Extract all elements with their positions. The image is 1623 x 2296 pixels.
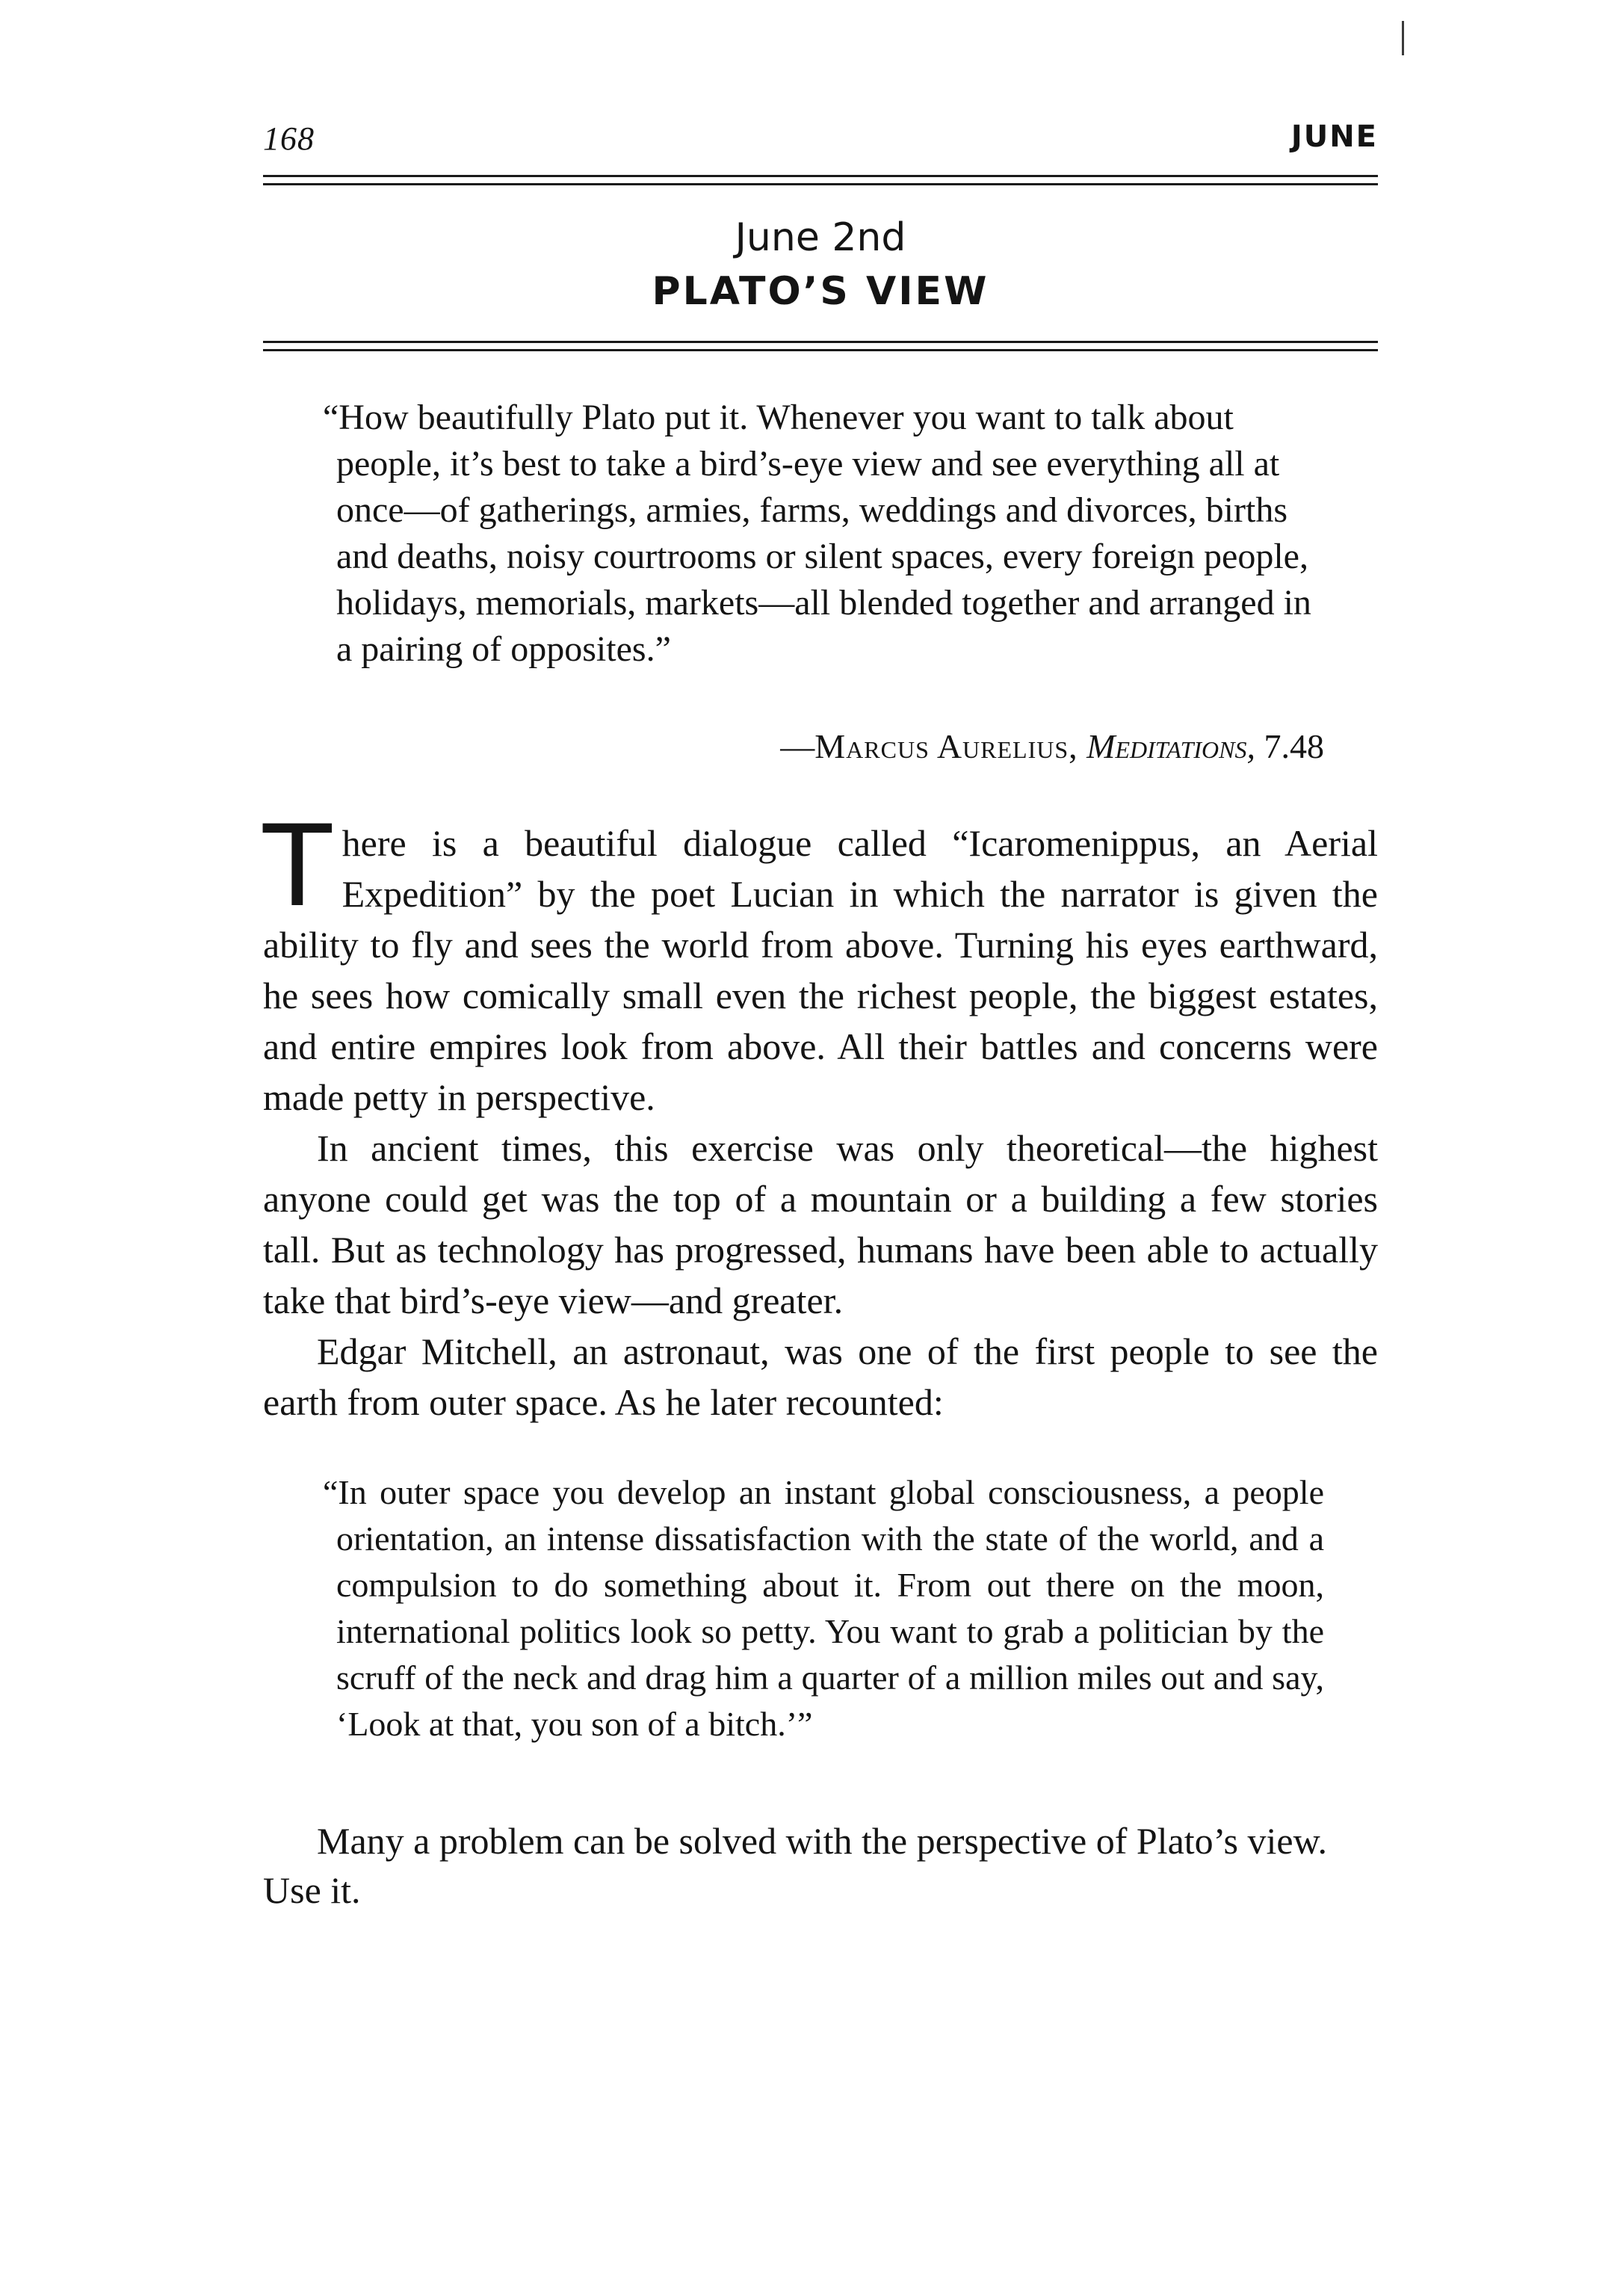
paragraph-1: [263, 802, 1378, 1123]
entry-date: June 2nd: [735, 215, 906, 260]
paragraph-2: In ancient times, this exercise was only theoretical—the highest anyone could get was the top of a mountain or a building a few stories tall. But as technology has progressed, humans have been able to actually take that bird’s-eye view—and greater.: [263, 1127, 1378, 1321]
epigraph: [308, 395, 1324, 765]
epigraph-attribution: [780, 723, 1324, 770]
running-head: JUNE: [1290, 120, 1378, 154]
attribution-author: Marcus Aurelius,: [814, 727, 1078, 765]
header-rule-top: [263, 175, 1378, 185]
paragraph-1-text: here is a beautiful dialogue called “Icaromenippus, an Aerial Expedition” by the poet Lucian in which the narrator is given the ability to fly and sees the world from above. Turning his eyes earthward, he sees how comically small even the richest people, the biggest estates, and entire empires look from above. All their battles and concerns were made petty in perspective.: [263, 822, 1378, 1118]
page-number: 168: [263, 120, 315, 157]
attribution-dash: —: [780, 727, 815, 765]
block-quote-text: “In outer space you develop an instant global consciousness, a people orientation, an intense dissatisfaction with the state of the world, and a compulsion to do something about it. From out there on the moon, international politics look so petty. You want to grab a politician by the scruff of the neck and drag him a quarter of a million miles out and say, ‘Look at that, you son of a bitch.’”: [323, 1473, 1324, 1743]
scan-mark: [1402, 21, 1404, 55]
attribution-reference: 7.48: [1255, 727, 1324, 765]
block-quote: [308, 1469, 1324, 1747]
entry-heading: PLATO’S VIEW: [652, 269, 989, 314]
drop-cap: T: [263, 802, 332, 932]
paragraph-3: Edgar Mitchell, an astronaut, was one of the first people to see the earth from outer space. As he later recounted:: [263, 1330, 1378, 1423]
header-rule-bottom: [263, 341, 1378, 351]
closing-paragraph: [263, 1816, 1378, 1915]
attribution-work: Meditations,: [1086, 727, 1255, 765]
epigraph-quote: “How beautifully Plato put it. Whenever you want to talk about people, it’s best to take a bird’s-eye view and see everything all at once—of gatherings, armies, farms, weddings and divorces, births and deaths, noisy courtrooms or silent spaces, every foreign people, holidays, memorials, markets—all blended together and arranged in a pairing of opposites.”: [323, 398, 1311, 669]
page-header: [263, 120, 1378, 164]
closing-text: Many a problem can be solved with the perspective of Plato’s view. Use it.: [263, 1820, 1327, 1911]
body-text: [263, 802, 1378, 1428]
entry-title: [263, 211, 1378, 318]
